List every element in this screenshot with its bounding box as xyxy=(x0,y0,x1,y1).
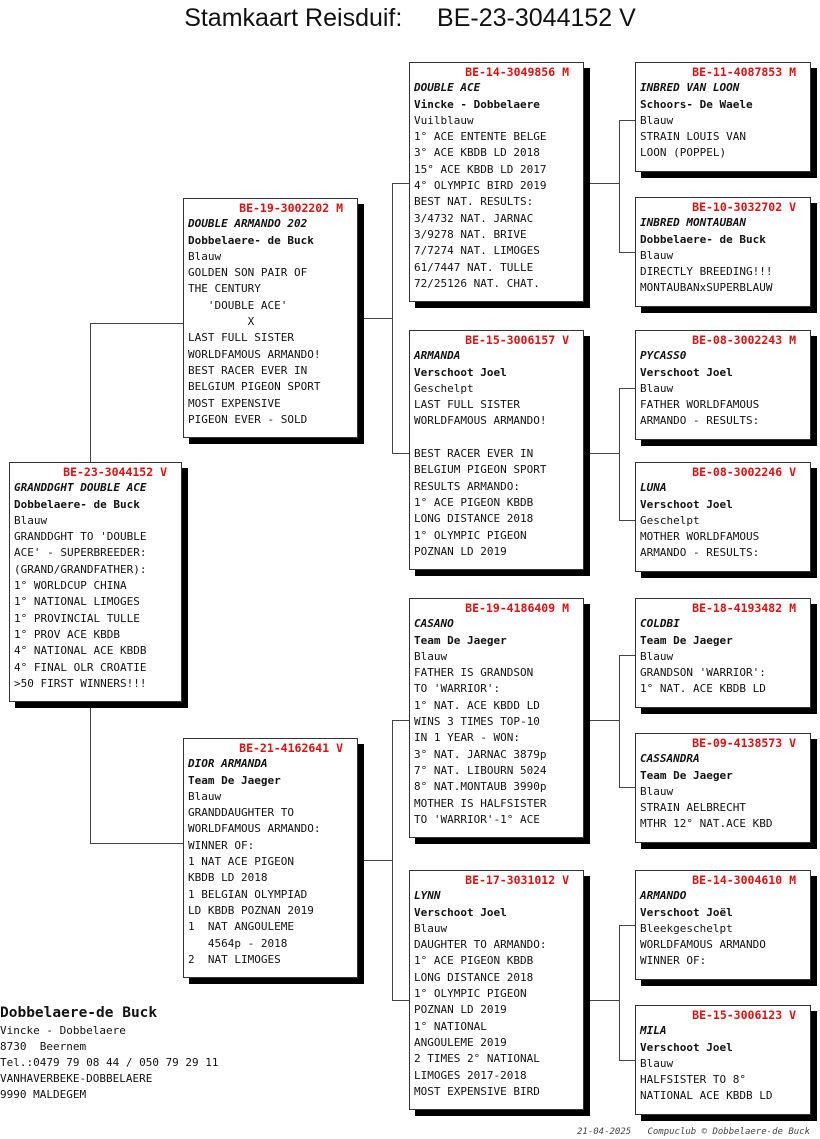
ring-number: BE-19-3002202 M xyxy=(239,201,343,215)
info-line: 7/7274 NAT. LIMOGES xyxy=(414,244,540,258)
owner-name: Verschoot Joel xyxy=(414,365,507,379)
info-line: X xyxy=(188,315,255,329)
connector xyxy=(619,120,635,121)
info-line: LD KBDB POZNAN 2019 xyxy=(188,903,314,917)
owner-name: Vincke - Dobbelaere xyxy=(414,97,540,111)
info-line: 1° ACE PIGEON KBDB xyxy=(414,954,534,968)
breeder-line: 9990 MALDEGEM xyxy=(0,1088,87,1101)
owner-name: Team De Jaeger xyxy=(414,633,507,647)
info-line: LOON (POPPEL) xyxy=(640,146,727,160)
info-line: 3/9278 NAT. BRIVE xyxy=(414,227,527,241)
info-line: 1° NATIONAL xyxy=(414,1019,487,1033)
info-line: WORLDFAMOUS ARMANDO xyxy=(640,938,766,952)
pigeon-name: CASSANDRA xyxy=(640,752,700,766)
info-line: GRANDSON 'WARRIOR': xyxy=(640,666,766,680)
info-line: TO 'WARRIOR': xyxy=(414,682,501,696)
info-line: (GRAND/GRANDFATHER): xyxy=(14,562,147,576)
info-line: 1° PROVINCIAL TULLE xyxy=(14,611,140,625)
connector xyxy=(392,183,393,453)
info-line xyxy=(414,430,579,446)
connector xyxy=(358,860,392,861)
pigeon-color: Bleekgeschelpt xyxy=(640,921,733,935)
pigeon-name: INBRED VAN LOON xyxy=(640,81,740,95)
breeder-line: Vincke - Dobbelaere xyxy=(0,1024,126,1037)
info-line: 61/7447 NAT. TULLE xyxy=(414,260,534,274)
info-line: LONG DISTANCE 2018 xyxy=(414,512,534,526)
pigeon-card-ggp-1 xyxy=(635,62,811,172)
connector xyxy=(392,453,409,454)
pigeon-card-mother xyxy=(183,738,358,978)
ring-number: BE-08-3002246 V xyxy=(692,465,796,479)
info-line: ANGOULEME 2019 xyxy=(414,1035,507,1049)
ring-number: BE-17-3031012 V xyxy=(465,873,569,887)
pigeon-color: Blauw xyxy=(14,513,48,527)
connector xyxy=(619,120,620,252)
info-line: 7° NAT. LIBOURN 5024 xyxy=(414,763,547,777)
connector xyxy=(619,655,635,656)
connector xyxy=(619,252,635,253)
info-line: 1 NAT ANGOULEME xyxy=(188,920,294,934)
info-line: ARMANDO - RESULTS: xyxy=(640,414,760,428)
pigeon-color: Blauw xyxy=(640,113,674,127)
pigeon-card-dam-sire xyxy=(409,598,584,838)
ring-number: BE-14-3049856 M xyxy=(465,65,569,79)
owner-name: Verschoot Joël xyxy=(640,905,733,919)
pigeon-name: PYCASS0 xyxy=(640,349,687,363)
connector xyxy=(90,843,183,844)
info-line: WORLDFAMOUS ARMANDO! xyxy=(188,347,321,361)
pigeon-color: Vuilblauw xyxy=(414,113,474,127)
info-line: IN 1 YEAR - WON: xyxy=(414,731,520,745)
info-line: BELGIUM PIGEON SPORT xyxy=(188,380,321,394)
pigeon-card-sire-sire xyxy=(409,62,584,302)
info-line: WORLDFAMOUS ARMANDO: xyxy=(188,822,321,836)
info-line: STRAIN AELBRECHT xyxy=(640,801,746,815)
ring-number: BE-14-3004610 M xyxy=(692,873,796,887)
pigeon-color: Blauw xyxy=(640,1056,674,1070)
connector xyxy=(619,1060,635,1061)
info-line: 1° PROV ACE KBDB xyxy=(14,627,120,641)
info-line: NATIONAL ACE KBDB LD xyxy=(640,1089,773,1103)
ring-number: BE-19-4186409 M xyxy=(465,601,569,615)
breeder-line: Tel.:0479 79 08 44 / 050 79 29 11 xyxy=(0,1056,219,1069)
pigeon-name: DOUBLE ARMANDO 202 xyxy=(188,217,308,231)
info-line: 1° NAT. ACE KBDD LD xyxy=(414,698,540,712)
info-line: WINNER OF: xyxy=(188,838,255,852)
info-line: 4564p - 2018 xyxy=(188,936,288,950)
info-line: GOLDEN SON PAIR OF xyxy=(188,266,308,280)
pigeon-name: LYNN xyxy=(414,889,441,903)
info-line: 1° ACE ENTENTE BELGE xyxy=(414,130,547,144)
pigeon-name: DOUBLE ACE xyxy=(414,81,481,95)
ring-number: BE-10-3032702 V xyxy=(692,200,796,214)
connector xyxy=(619,925,635,926)
info-line: 4° FINAL OLR CROATIE xyxy=(14,660,147,674)
connector xyxy=(392,720,393,1000)
info-line: MTHR 12° NAT.ACE KBD xyxy=(640,817,773,831)
info-line: 72/25126 NAT. CHAT. xyxy=(414,276,540,290)
info-line: 1° ACE PIGEON KBDB xyxy=(414,495,534,509)
info-line: ACE' - SUPERBREEDER: xyxy=(14,546,147,560)
info-line: LAST FULL SISTER xyxy=(414,398,520,412)
ring-number: BE-18-4193482 M xyxy=(692,601,796,615)
connector xyxy=(619,787,635,788)
ring-number: BE-21-4162641 V xyxy=(239,741,343,755)
info-line: THE CENTURY xyxy=(188,282,261,296)
info-line: GRANDDGHT TO 'DOUBLE xyxy=(14,530,147,544)
info-line: 2 TIMES 2° NATIONAL xyxy=(414,1052,540,1066)
pigeon-card-subject xyxy=(9,462,182,702)
info-line: DIRECTLY BREEDING!!! xyxy=(640,265,773,279)
info-line: LIMOGES 2017-2018 xyxy=(414,1068,527,1082)
info-line: TO 'WARRIOR'-1° ACE xyxy=(414,812,540,826)
info-line: MOTHER WORLDFAMOUS xyxy=(640,530,760,544)
pigeon-card-ggp-2 xyxy=(635,197,811,307)
info-line: STRAIN LOUIS VAN xyxy=(640,130,746,144)
pigeon-color: Blauw xyxy=(188,789,222,803)
connector xyxy=(90,700,91,843)
connector xyxy=(584,183,619,184)
owner-name: Schoors- De Waele xyxy=(640,97,753,111)
info-line: LAST FULL SISTER xyxy=(188,331,294,345)
pigeon-name: CASANO xyxy=(414,617,454,631)
info-line: 3° NAT. JARNAC 3879p xyxy=(414,747,547,761)
ring-number: BE-09-4138573 V xyxy=(692,736,796,750)
info-line: LONG DISTANCE 2018 xyxy=(414,970,534,984)
info-line: MOST EXPENSIVE xyxy=(188,396,281,410)
connector xyxy=(619,655,620,787)
info-line: POZNAN LD 2019 xyxy=(414,1003,507,1017)
pigeon-card-ggp-7 xyxy=(635,870,811,980)
pigeon-color: Geschelpt xyxy=(640,513,700,527)
info-line: 3° ACE KBDB LD 2018 xyxy=(414,146,540,160)
owner-name: Dobbelaere- de Buck xyxy=(14,497,140,511)
pigeon-name: LUNA xyxy=(640,481,667,495)
connector xyxy=(584,453,619,454)
pigeon-card-ggp-3 xyxy=(635,330,811,440)
connector xyxy=(358,318,392,319)
info-line: PIGEON EVER - SOLD xyxy=(188,412,308,426)
owner-name: Verschoot Joel xyxy=(640,365,733,379)
info-line: WORLDFAMOUS ARMANDO! xyxy=(414,414,547,428)
pigeon-name: INBRED MONTAUBAN xyxy=(640,216,746,230)
info-line: BEST RACER EVER IN xyxy=(188,363,308,377)
pigeon-name: ARMANDO xyxy=(640,889,687,903)
info-line: BEST RACER EVER IN xyxy=(414,447,534,461)
owner-name: Team De Jaeger xyxy=(188,773,281,787)
pigeon-card-ggp-6 xyxy=(635,733,811,843)
info-line: GRANDDAUGHTER TO xyxy=(188,806,294,820)
connector xyxy=(90,323,183,324)
connector xyxy=(392,183,409,184)
info-line: 1 NAT ACE PIGEON xyxy=(188,855,294,869)
breeder-line: 8730 Beernem xyxy=(0,1040,87,1053)
info-line: 1° NAT. ACE KBDB LD xyxy=(640,682,766,696)
info-line: 8° NAT.MONTAUB 3990p xyxy=(414,780,547,794)
pigeon-name: GRANDDGHT DOUBLE ACE xyxy=(14,481,147,495)
info-line: 1° NATIONAL LIMOGES xyxy=(14,595,140,609)
ring-number: BE-23-3044152 V xyxy=(63,465,167,479)
pigeon-card-father xyxy=(183,198,358,438)
breeder-info xyxy=(0,1005,219,1103)
pigeon-color: Blauw xyxy=(640,784,674,798)
info-line: KBDB LD 2018 xyxy=(188,871,268,885)
ring-number: BE-08-3002243 M xyxy=(692,333,796,347)
pigeon-name: COLDBI xyxy=(640,617,680,631)
info-line: 15° ACE KBDB LD 2017 xyxy=(414,162,547,176)
info-line: DAUGHTER TO ARMANDO: xyxy=(414,938,547,952)
pigeon-card-ggp-4 xyxy=(635,462,811,572)
owner-name: Verschoot Joel xyxy=(640,1040,733,1054)
info-line: 3/4732 NAT. JARNAC xyxy=(414,211,534,225)
pigeon-name: ARMANDA xyxy=(414,349,461,363)
breeder-line: VANHAVERBEKE-DOBBELAERE xyxy=(0,1072,153,1085)
info-line: FATHER WORLDFAMOUS xyxy=(640,398,760,412)
owner-name: Verschoot Joel xyxy=(640,497,733,511)
owner-name: Dobbelaere- de Buck xyxy=(640,232,766,246)
pigeon-card-ggp-5 xyxy=(635,598,811,708)
info-line: BEST NAT. RESULTS: xyxy=(414,195,534,209)
ring-number: BE-15-3006157 V xyxy=(465,333,569,347)
pigeon-color: Blauw xyxy=(414,921,448,935)
pigeon-color: Blauw xyxy=(640,649,674,663)
breeder-name: Dobbelaere-de Buck xyxy=(0,1005,158,1021)
info-line: MONTAUBANxSUPERBLAUW xyxy=(640,281,773,295)
info-line: 1 BELGIAN OLYMPIAD xyxy=(188,887,308,901)
owner-name: Dobbelaere- de Buck xyxy=(188,233,314,247)
info-line: WINS 3 TIMES TOP-10 xyxy=(414,715,540,729)
connector xyxy=(392,720,409,721)
info-line: ARMANDO - RESULTS: xyxy=(640,546,760,560)
connector xyxy=(619,925,620,1060)
pigeon-color: Blauw xyxy=(414,649,448,663)
info-line: POZNAN LD 2019 xyxy=(414,544,507,558)
connector xyxy=(392,1000,409,1001)
info-line: MOST EXPENSIVE BIRD xyxy=(414,1084,540,1098)
connector xyxy=(619,388,635,389)
info-line: 4° NATIONAL ACE KBDB xyxy=(14,644,147,658)
info-line: 4° OLYMPIC BIRD 2019 xyxy=(414,179,547,193)
info-line: RESULTS ARMANDO: xyxy=(414,479,520,493)
info-line: BELGIUM PIGEON SPORT xyxy=(414,463,547,477)
info-line: 1° WORLDCUP CHINA xyxy=(14,579,127,593)
pigeon-color: Geschelpt xyxy=(414,381,474,395)
connector xyxy=(584,720,619,721)
pigeon-card-ggp-8 xyxy=(635,1005,811,1115)
pigeon-name: DIOR ARMANDA xyxy=(188,757,268,771)
pigeon-name: MILA xyxy=(640,1024,667,1038)
info-line: >50 FIRST WINNERS!!! xyxy=(14,676,147,690)
pigeon-card-dam-dam xyxy=(409,870,584,1110)
print-stamp: 21-04-2025 Compuclub © Dobbelaere-de Buck xyxy=(577,1127,810,1137)
pigeon-color: Blauw xyxy=(640,381,674,395)
connector xyxy=(619,388,620,520)
owner-name: Verschoot Joel xyxy=(414,905,507,919)
ring-number: BE-11-4087853 M xyxy=(692,65,796,79)
info-line: FATHER IS GRANDSON xyxy=(414,666,534,680)
connector xyxy=(619,520,635,521)
page-title: Stamkaart Reisduif: BE-23-3044152 V xyxy=(184,4,636,32)
owner-name: Team De Jaeger xyxy=(640,633,733,647)
info-line: HALFSISTER TO 8° xyxy=(640,1073,746,1087)
info-line: 1° OLYMPIC PIGEON xyxy=(414,987,527,1001)
pigeon-card-sire-dam xyxy=(409,330,584,570)
pigeon-color: Blauw xyxy=(640,248,674,262)
info-line: 1° OLYMPIC PIGEON xyxy=(414,528,527,542)
owner-name: Team De Jaeger xyxy=(640,768,733,782)
pigeon-color: Blauw xyxy=(188,249,222,263)
info-line: 'DOUBLE ACE' xyxy=(188,298,288,312)
connector xyxy=(584,1000,619,1001)
info-line: WINNER OF: xyxy=(640,954,707,968)
info-line: MOTHER IS HALFSISTER xyxy=(414,796,547,810)
connector xyxy=(90,323,91,463)
ring-number: BE-15-3006123 V xyxy=(692,1008,796,1022)
info-line: 2 NAT LIMOGES xyxy=(188,952,281,966)
